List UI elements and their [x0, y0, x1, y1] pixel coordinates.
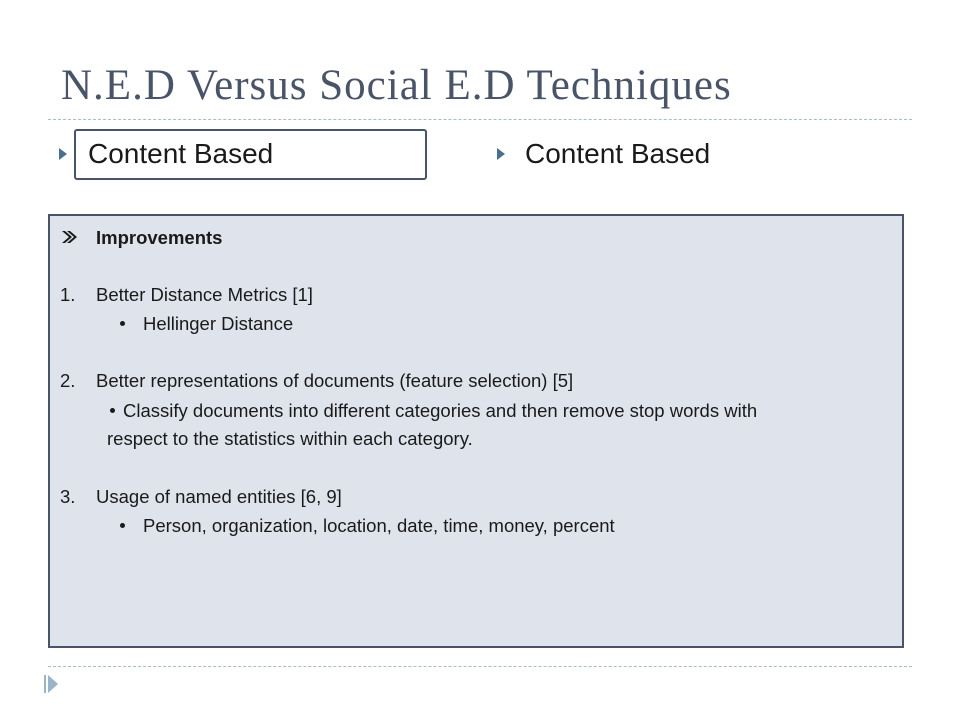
next-slide-bar[interactable] [44, 675, 46, 693]
sub-bullet-text: Person, organization, location, date, time, money, percent [143, 515, 615, 536]
item-text: Usage of named entities [6, 9] [96, 486, 342, 507]
item-text: Better Distance Metrics [1] [96, 284, 313, 305]
bullet-icon [110, 408, 115, 413]
right-column-heading: Content Based [525, 138, 711, 169]
item-text: Better representations of documents (feature selection) [5] [96, 370, 574, 391]
next-slide-icon[interactable] [48, 675, 58, 693]
section-heading: Improvements [96, 227, 223, 248]
sub-bullet-text-continued: respect to the statistics within each category. [107, 428, 473, 449]
item-number: 1. [60, 284, 76, 305]
sub-bullet-text: Classify documents into different categories and then remove stop words with [123, 400, 758, 421]
title-divider [48, 119, 912, 120]
triangle-bullet-icon [59, 148, 67, 160]
slide-title: N.E.D Versus Social E.D Techniques [61, 62, 732, 109]
left-column-heading: Content Based [88, 138, 274, 169]
bullet-icon [120, 321, 125, 326]
item-number: 2. [60, 370, 76, 391]
triangle-bullet-icon [497, 148, 505, 160]
footer-divider [48, 666, 912, 667]
checkmark-arrow-icon [60, 228, 78, 246]
item-number: 3. [60, 486, 76, 507]
sub-bullet-text: Hellinger Distance [143, 313, 294, 334]
bullet-icon [120, 523, 125, 528]
